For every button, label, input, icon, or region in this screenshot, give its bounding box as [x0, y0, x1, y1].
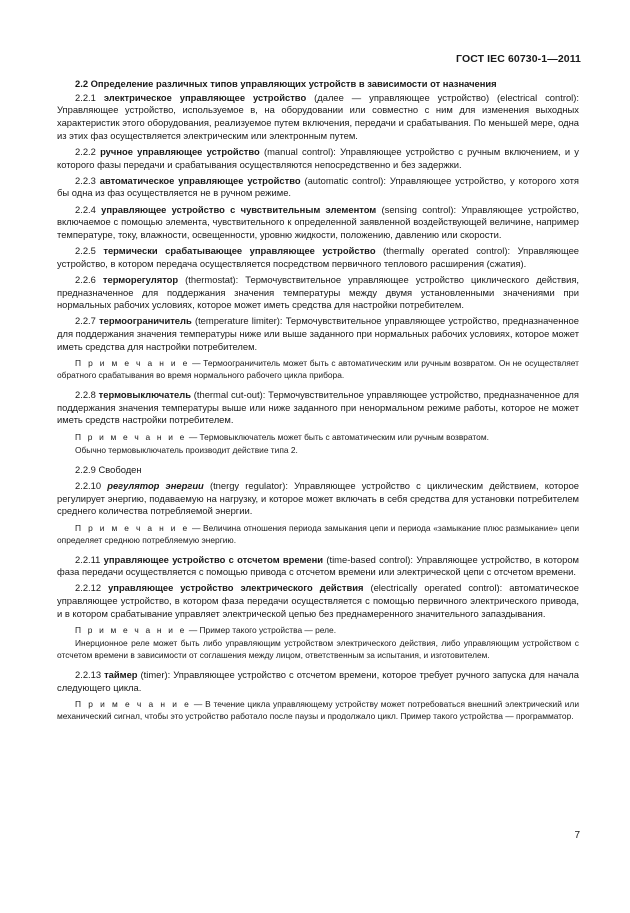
- clause-2-2-7: 2.2.7 термоограничитель (temperature limiter): Термочувствительное управляющее устройство, предназначенное для поддержания значения температуры ниже или выше заданного при нормальных рабочих условиях, которое может иметь средства для настройки потребителем.: [57, 315, 579, 352]
- term: управляющее устройство с отсчетом времени: [103, 553, 324, 565]
- clause-2-2-13: 2.2.13 таймер (timer): Управляющее устройство с отсчетом времени, которое требует ручного запуска для начала следующего цикла.: [57, 668, 579, 693]
- clause-2-2-2: 2.2.2 ручное управляющее устройство (manual control): Управляющее устройство с ручным включением, и у которого фазы передачи и срабатывания осуществляются непосредственно и без задержки.: [57, 145, 579, 170]
- term: термовыключатель: [98, 389, 191, 400]
- note-2-2-8: П р и м е ч а н и е — Термовыключатель может быть с автоматическим или ручным возвратом.: [75, 432, 489, 443]
- term: терморегулятор: [102, 273, 179, 285]
- clause-2-2-4: 2.2.4 управляющее устройство с чувствительным элементом (sensing control): Управляющее устройство, включаемое с помощью элемента, чувствительного к определенной заявленной воздействующей величине, например температуре, току, влажности, освещенности, уровню жидкости, положению, давлению или скорости.: [57, 203, 579, 240]
- clause-2-2-10: 2.2.10 регулятор энергии (tnergy regulator): Управляющее устройство с циклическим действием, которое регулирует энергию, подаваемую на нагрузку, и которое может включать в себя средства для установки потребителем среднего количества потребляемой энергии.: [57, 479, 579, 517]
- note-2-2-8-cont: Обычно термовыключатель производит действие типа 2.: [75, 444, 298, 455]
- standard-header: ГОСТ IEC 60730-1—2011: [456, 53, 581, 65]
- note-2-2-7: П р и м е ч а н и е — Термоограничитель может быть с автоматическим или ручным возвратом. Он не осуществляет обратного срабатывания во время нормального рабочего цикла прибора.: [57, 358, 580, 381]
- clause-2-2-3: 2.2.3 автоматическое управляющее устройство (automatic control): Управляющее устройство, у которого хотя бы одна из фаз осуществляется не в ручном режиме.: [57, 174, 579, 199]
- note-2-2-12-cont: Инерционное реле может быть либо управляющим устройством электрического действия, либо управляющим устройством с отсчетом времени в зависимости от соглашения между лицом, ответственным за испытания, и изготовителем.: [57, 638, 579, 660]
- clause-2-2-11: 2.2.11 управляющее устройство с отсчетом времени (time-based control): Управляющее устройство, в котором фаза передачи осуществляется с помощью привода с отсчетом времени или электрической цепи с отсчетом времени.: [57, 553, 579, 578]
- section-title: 2.2 Определение различных типов управляющих устройств в зависимости от назначения: [75, 78, 497, 89]
- term: термоограничитель: [99, 315, 192, 327]
- term: электрическое управляющее устройство: [103, 91, 307, 103]
- term: регулятор энергии: [107, 479, 204, 491]
- term: таймер: [104, 668, 138, 680]
- clause-2-2-12: 2.2.12 управляющее устройство электрического действия (electrically operated control): автоматическое управляющее устройство, в котором фаза передачи осуществляется с помощью первичного электрического привода, и в котором срабатывание управляет электрической цепью без преднамеренного значительного запаздывания.: [57, 582, 579, 619]
- note-2-2-13: П р и м е ч а н и е — В течение цикла управляющему устройству может потребоваться внешний электрический или механический сигнал, чтобы это устройство работало после паузы и продолжало цикл. Пример такого устройства — программатор.: [57, 699, 579, 721]
- page-number: 7: [574, 830, 580, 841]
- term: управляющее устройство электрического действия: [108, 582, 364, 594]
- clause-2-2-1: 2.2.1 электрическое управляющее устройство (далее — управляющее устройство) (electrical control): Управляющее устройство, используемое в, на оборудовании или совместно с ним для изменения выходных характеристик этого оборудования, реализуемое путем включения, передачи и срабатывания. По меньшей мере, одна из этих фаз осуществляется электрическим или электронным путем.: [57, 91, 579, 141]
- clause-2-2-5: 2.2.5 термически срабатывающее управляющее устройство (thermally operated control): Управляющее устройство, в котором передача осуществляется посредством первичного теплового расширения (сжатия).: [57, 245, 579, 269]
- term: автоматическое управляющее устройство: [99, 174, 301, 186]
- clause-2-2-8: 2.2.8 термовыключатель (thermal cut-out): Термочувствительное управляющее устройство, предназначенное для поддержания значения температуры выше или ниже заданного при ненормальном режиме работы, которое не может иметь средств настройки потребителем.: [57, 389, 579, 426]
- document-body: [57, 78, 579, 730]
- clause-2-2-9: 2.2.9 Свободен: [75, 463, 142, 475]
- note-2-2-10: П р и м е ч а н и е — Величина отношения периода замыкания цепи и периода «замыкание плюс размыкание» цепи определяет среднюю потребляемую энергию.: [57, 522, 579, 545]
- note-2-2-12: П р и м е ч а н и е — Пример такого устройства — реле.: [75, 625, 337, 636]
- term: управляющее устройство с чувствительным элементом: [101, 203, 377, 215]
- clause-2-2-6: 2.2.6 терморегулятор (thermostat): Термочувствительное управляющее устройство циклического действия, предназначенное для поддержания значения температуры между двумя установленными значениями при нормальных рабочих условиях, которое может иметь средства для настройки потребителем.: [57, 273, 579, 311]
- term: ручное управляющее устройство: [100, 145, 260, 157]
- term: термически срабатывающее управляющее устройство: [103, 245, 376, 256]
